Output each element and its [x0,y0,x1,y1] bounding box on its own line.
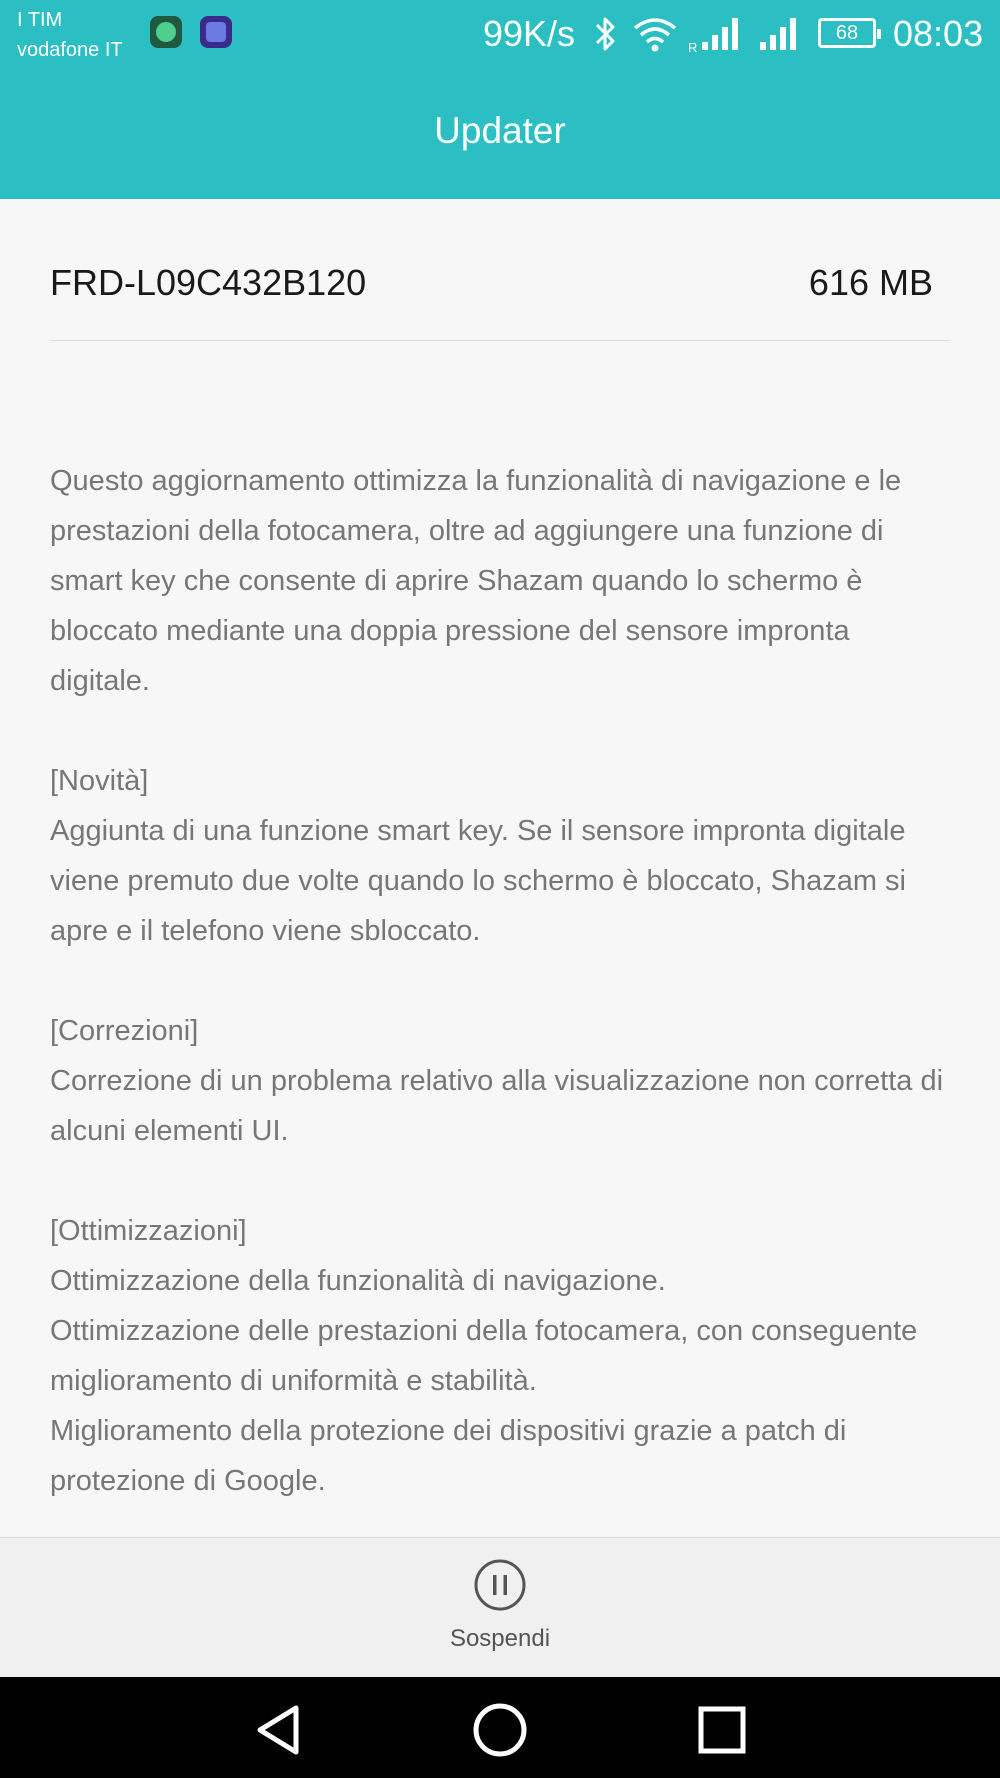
svg-text:R: R [688,40,698,54]
update-size: 616 MB [808,262,933,303]
pause-icon [473,1558,527,1612]
network-speed: 99K/s [483,13,576,54]
notification-app-icon [150,16,182,48]
pause-label: Sospendi [449,1625,551,1652]
wifi-icon [631,14,679,54]
bottom-action-bar [0,1537,1000,1678]
status-bar [0,0,1000,72]
section-line: Ottimizzazione delle prestazioni della fotocamera, con conseguente miglioramento di uniformità e stabilità. [50,1315,918,1397]
bluetooth-icon [593,14,619,54]
emui-app-icon [200,16,232,48]
section-line: Aggiunta di una funzione smart key. Se il sensore impronta digitale viene premuto due volte quando lo schermo è bloccato, Shazam si apre e il telefono viene sbloccato. [50,815,906,947]
home-button[interactable] [470,1700,530,1760]
release-notes-intro: Questo aggiornamento ottimizza la funzionalità di navigazione e le prestazioni della fotocamera, oltre ad aggiungere una funzione di smart key che consente di aprire Shazam quando lo schermo è bloccato mediante una doppia pressione del sensore impronta digitale. [50,465,902,697]
release-notes [50,456,950,1506]
section-heading: [Correzioni] [50,1015,199,1047]
recents-button[interactable] [692,1700,752,1760]
section-heading: [Novità] [50,765,149,797]
battery-icon: 68 [818,18,876,48]
section-heading: [Ottimizzazioni] [50,1215,247,1247]
update-version: FRD-L09C432B120 [50,262,367,303]
carrier-secondary: vodafone IT [17,39,123,61]
page-title: Updater [434,110,566,151]
signal-roaming-icon [688,14,744,54]
app-bar [0,72,1000,199]
back-button[interactable] [248,1700,308,1760]
update-summary [50,250,950,341]
section-line: Ottimizzazione della funzionalità di navigazione. [50,1265,666,1297]
carrier-primary: I TIM [17,9,63,31]
pause-download-button[interactable] [440,1558,560,1668]
navigation-bar [0,1677,1000,1778]
section-line: Miglioramento della protezione dei dispositivi grazie a patch di protezione di Google. [50,1415,847,1497]
section-line: Correzione di un problema relativo alla visualizzazione non corretta di alcuni elementi UI. [50,1065,944,1147]
clock: 08:03 [893,13,984,54]
signal-icon [758,14,804,54]
